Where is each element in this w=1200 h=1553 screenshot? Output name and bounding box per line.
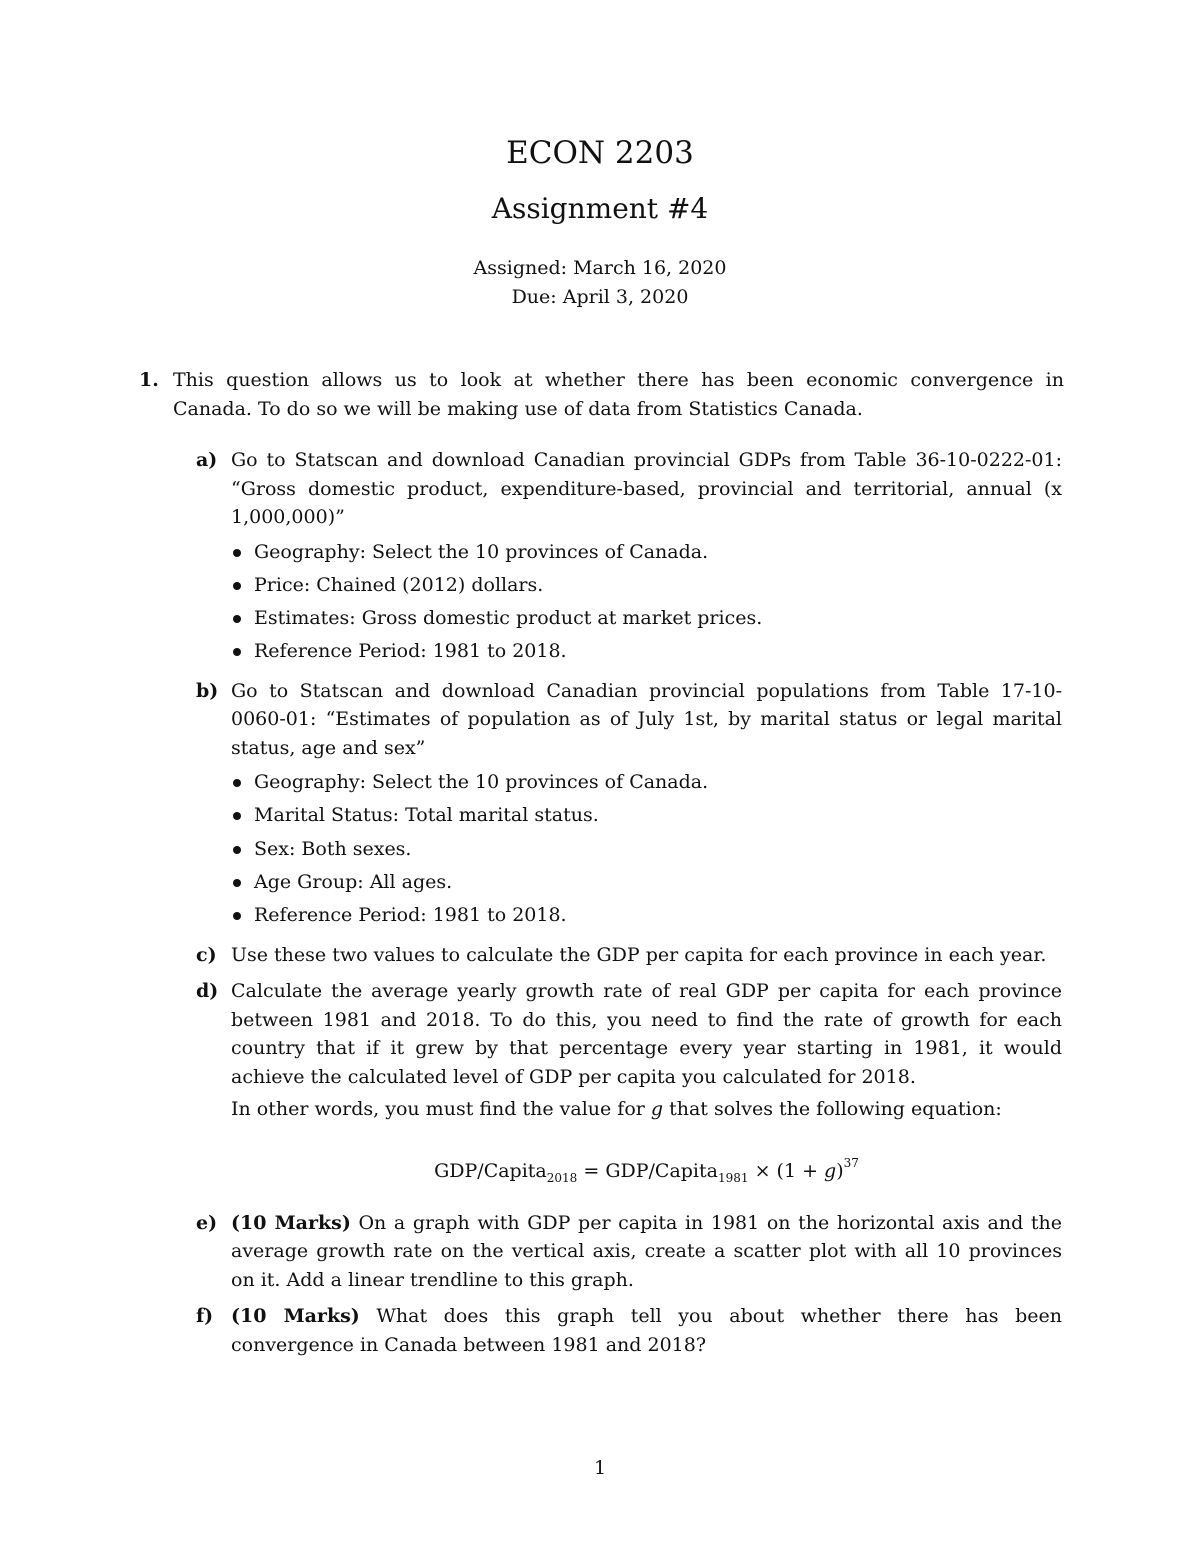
course-title: ECON 2203 <box>506 135 694 171</box>
part-a <box>196 446 1062 669</box>
bullet-item: Price: Chained (2012) dollars. <box>231 569 1062 602</box>
due-date: Due: April 3, 2020 <box>511 286 689 308</box>
part-text: Go to Statscan and download Canadian provincial populations from Table 17-10-0060-01: “Estimates of population as of July 1st, by marital status or legal marital status, age and sex” <box>231 679 1062 759</box>
bullet-icon <box>233 779 241 787</box>
bullet-list <box>231 766 1062 932</box>
assignment-title: Assignment #4 <box>491 192 709 225</box>
bullet-icon <box>233 812 241 820</box>
question-number: 1. <box>139 369 159 391</box>
bullet-item: Geography: Select the 10 provinces of Canada. <box>231 536 1062 569</box>
bullet-item: Estimates: Gross domestic product at market prices. <box>231 602 1062 635</box>
part-label: b) <box>196 679 219 702</box>
bullet-icon <box>233 648 241 656</box>
part-label: f) <box>196 1305 214 1328</box>
bullet-item: Reference Period: 1981 to 2018. <box>231 635 1062 668</box>
part-e <box>196 1209 1062 1295</box>
part-text: (10 Marks) On a graph with GDP per capita in 1981 on the horizontal axis and the average growth rate on the vertical axis, create a scatter plot with all 10 provinces on it. Add a linear trendline to this graph. <box>231 1211 1062 1291</box>
part-c <box>196 941 1062 970</box>
part-text: Calculate the average yearly growth rate of real GDP per capita for each province between 1981 and 2018. To do this, you need to find the rate of growth for each country that if it grew by that percentage every year starting in 1981, it would achieve the calculated level of GDP per capita you calculated for 2018. <box>231 980 1062 1088</box>
bullet-icon <box>233 879 241 887</box>
bullet-icon <box>233 582 241 590</box>
marks-label: (10 Marks) <box>231 1305 360 1328</box>
part-text-followup: In other words, you must find the value for g that solves the following equation: <box>231 1098 1002 1121</box>
bullet-item: Geography: Select the 10 provinces of Canada. <box>231 766 1062 799</box>
part-text: Use these two values to calculate the GDP per capita for each province in each year. <box>231 943 1047 966</box>
question-text: This question allows us to look at whether there has been economic convergence in Canada. To do so we will be making use of data from Statistics Canada. <box>173 369 1064 420</box>
part-label: e) <box>196 1211 218 1234</box>
bullet-icon <box>233 615 241 623</box>
part-f <box>196 1302 1062 1359</box>
bullet-list <box>231 536 1062 669</box>
part-b <box>196 677 1062 933</box>
assigned-date: Assigned: March 16, 2020 <box>473 257 727 279</box>
part-label: a) <box>196 449 218 471</box>
bullet-icon <box>233 846 241 854</box>
part-label: c) <box>196 943 217 966</box>
marks-label: (10 Marks) <box>231 1211 351 1234</box>
bullet-icon <box>233 549 241 557</box>
page-number: 1 <box>593 1457 607 1479</box>
part-d <box>196 977 1062 1195</box>
bullet-item: Reference Period: 1981 to 2018. <box>231 899 1062 932</box>
question-1 <box>139 366 1064 423</box>
bullet-item: Marital Status: Total marital status. <box>231 799 1062 832</box>
part-label: d) <box>196 980 219 1003</box>
question-parts <box>196 446 1062 1367</box>
part-text: (10 Marks) What does this graph tell you about whether there has been convergence in Canada between 1981 and 2018? <box>231 1305 1063 1356</box>
growth-equation: GDP/Capita$_{2018}$ = GDP/Capita$_{1981}$ × $(1 + g)^{37}$ <box>434 1155 859 1185</box>
bullet-item: Sex: Both sexes. <box>231 833 1062 866</box>
bullet-item: Age Group: All ages. <box>231 866 1062 899</box>
part-text: Go to Statscan and download Canadian provincial GDPs from Table 36-10-0222-01: “Gross domestic product, expenditure-based, provincial and territorial, annual (x 1,000,000)” <box>231 449 1062 528</box>
bullet-icon <box>233 912 241 920</box>
